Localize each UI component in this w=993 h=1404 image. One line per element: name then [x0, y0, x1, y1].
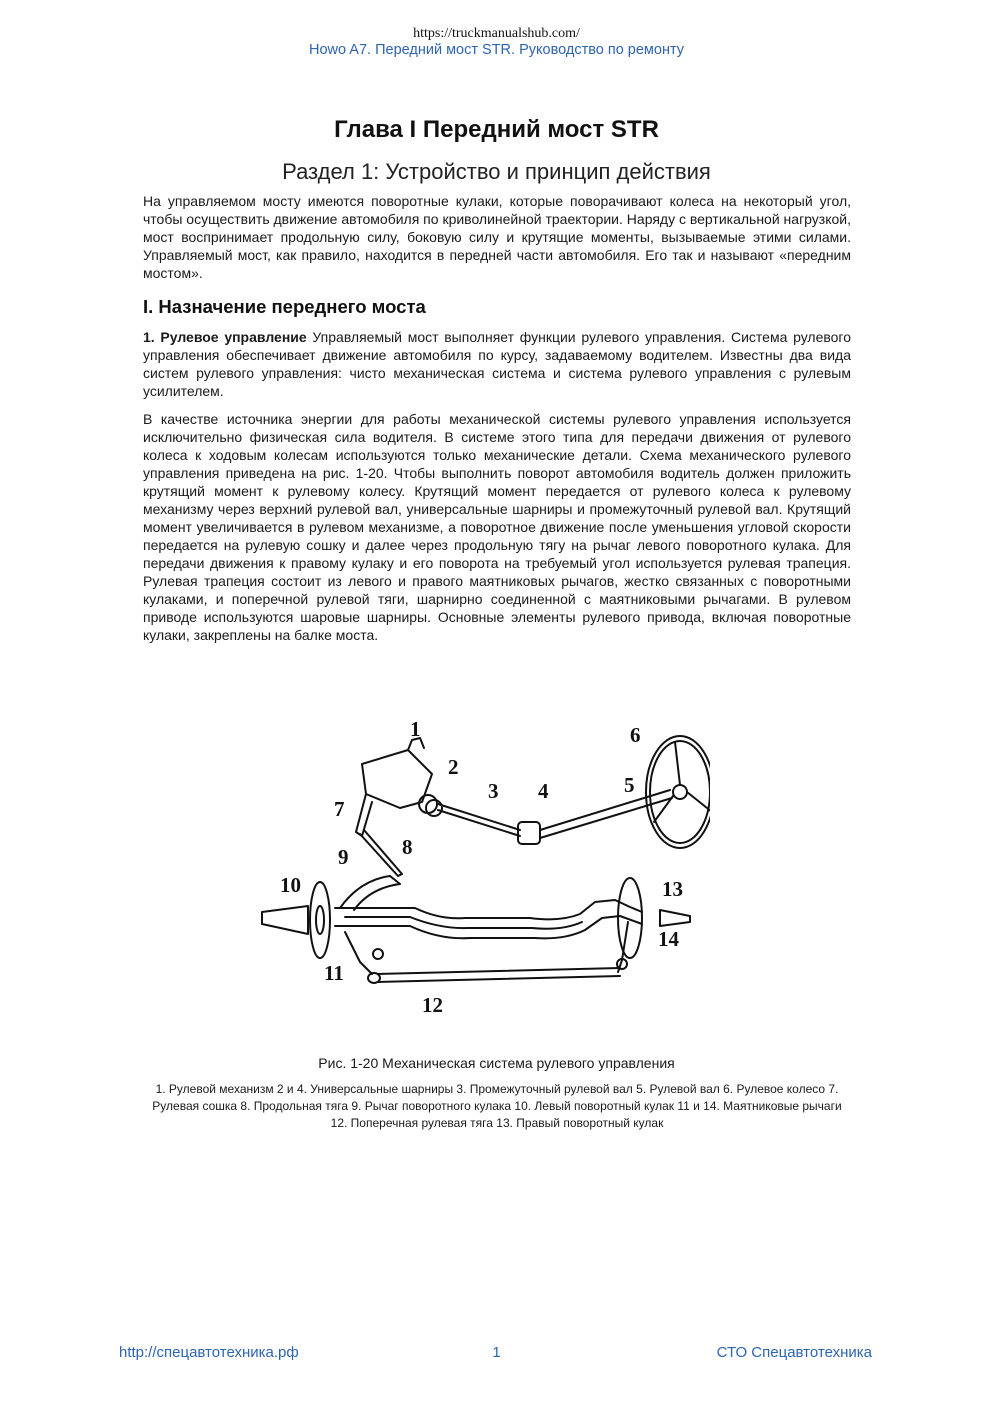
universal-joint-lower — [518, 822, 540, 844]
figure-label-9: 9 — [338, 845, 349, 869]
universal-joint-upper — [426, 800, 442, 816]
left-spindle — [262, 906, 308, 934]
intro-paragraph: На управляемом мосту имеются поворотные кулаки, которые поворачивают колеса на некоторый угол, чтобы осуществить движение автомобиля по криволинейной траектории. Наряду с вертикальной нагрузкой, мост воспринимает продольную силу, боковую силу и крутящие моменты, вызываемые этими силами. Управляемый мост, как правило, находится в передней части автомобиля. Его так и называют «передним мостом». — [143, 193, 851, 281]
steering-system-figure — [250, 712, 710, 1032]
section-title: Раздел 1: Устройство и принцип действия — [282, 159, 711, 184]
figure-label-1: 1 — [410, 717, 421, 741]
figure-label-14: 14 — [658, 927, 679, 951]
figure-label-8: 8 — [402, 835, 413, 859]
figure-label-3: 3 — [488, 779, 499, 803]
figure-label-2: 2 — [448, 755, 459, 779]
left-hub — [310, 882, 330, 958]
running-title: Howo A7. Передний мост STR. Руководство по ремонту — [308, 42, 685, 58]
right-hub — [618, 878, 642, 958]
footer-site-link[interactable]: http://спецавтотехника.рф — [119, 1344, 299, 1361]
intermediate-shaft — [438, 804, 520, 830]
page-number: 1 — [492, 1344, 501, 1361]
mechanical-paragraph: В качестве источника энергии для работы механической системы рулевого управления используется исключительно физическая сила водителя. В системе этого типа для передачи движения от рулевого колеса к ходовым колесам используются только механические детали. Схема механического рулевого управления приведена на рис. 1-20. Чтобы выполнить поворот автомобиля водитель должен приложить крутящий момент к рулевому колесу. Крутящий момент передается от рулевого колеса к рулевому механизму через верхний рулевой вал, универсальные шарниры и промежуточный рулевой вал. Крутящий момент увеличивается в рулевом механизме, а поворотное движение после уменьшения угловой скорости передается на рулевую сошку и далее через продольную тягу на рычаг левого поворотного кулака. Для передачи движения к правому кулаку и его поворота на требуемый угол используется рулевая трапеция. Рулевая трапеция состоит из левого и правого маятниковых рычагов, жестко связанных с поворотными кулаками, и поперечной рулевой тяги, шарнирно соединенной с маятниковыми рычагами. В рулевом приводе используются шаровые шарниры. Основные элементы рулевого привода, включая поворотные кулаки, закреплены на балке моста. — [143, 411, 851, 643]
steering-paragraph — [143, 328, 851, 400]
left-pendulum-arm — [345, 932, 372, 974]
figure-label-6: 6 — [630, 723, 641, 747]
heading-purpose: I. Назначение переднего моста — [143, 296, 426, 317]
footer-company: СТО Спецавтотехника — [716, 1344, 872, 1361]
steering-text: Управляемый мост выполняет функции рулевого управления. Система рулевого управления обеспечивает движение автомобиля по курсу, задаваемому водителем. Известны два вида систем рулевого управления: чисто механическая система и система рулевого управления с рулевым усилителем. — [143, 329, 852, 399]
figure-label-10: 10 — [280, 873, 301, 897]
steering-lead: 1. Рулевое управление — [143, 329, 307, 345]
figure-legend: 1. Рулевой механизм 2 и 4. Универсальные шарниры 3. Промежуточный рулевой вал 5. Рулевой вал 6. Рулевое колесо 7. Рулевая сошка 8. Продольная тяга 9. Рычаг поворотного кулака 10. Левый поворотный кулак 11 и 14. Маятниковые рычаги 12. Поперечная рулевая тяга 13. Правый поворотный кулак — [152, 1082, 842, 1130]
right-spindle — [660, 910, 690, 926]
watermark-url: https://truckmanualshub.com/ — [413, 26, 580, 41]
chapter-title: Глава I Передний мост STR — [334, 116, 659, 143]
figure-label-12: 12 — [422, 993, 443, 1017]
figure-caption: Рис. 1-20 Механическая система рулевого управления — [318, 1055, 675, 1071]
knuckle-arm — [340, 876, 400, 910]
figure-label-4: 4 — [538, 779, 549, 803]
figure-label-13: 13 — [662, 877, 683, 901]
drag-link — [360, 830, 402, 876]
figure-label-5: 5 — [624, 773, 635, 797]
figure-label-7: 7 — [334, 797, 345, 821]
tie-rod — [378, 968, 620, 974]
figure-label-11: 11 — [324, 961, 344, 985]
